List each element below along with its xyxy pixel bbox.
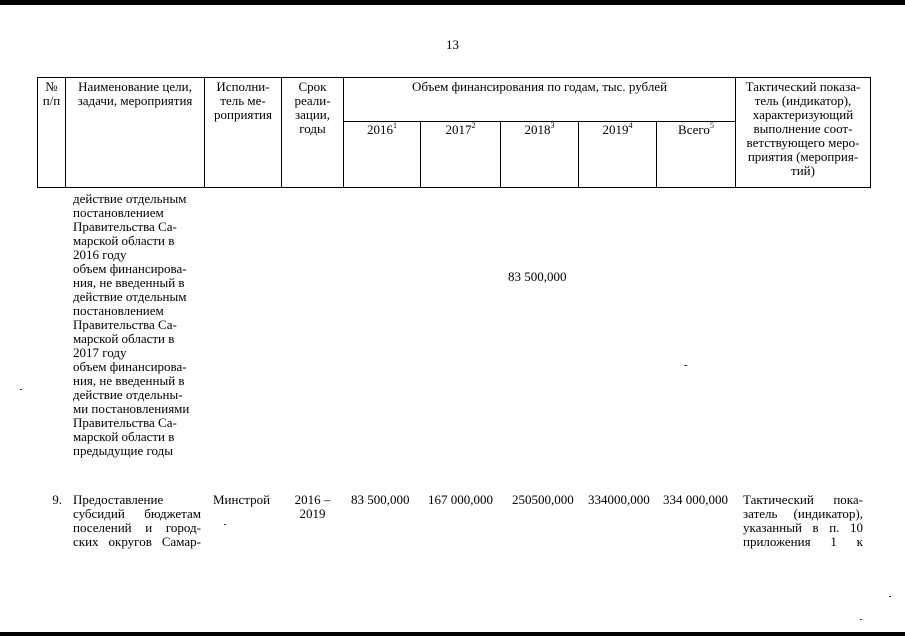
row9-executor: Минстрой xyxy=(213,492,271,507)
header-funding: Объем финансирования по годам, тыс. рублей xyxy=(411,79,668,94)
header-year-2016: 2016$^1$ xyxy=(367,120,397,137)
page-bottom-border xyxy=(0,632,905,636)
row9-number: 9. xyxy=(52,492,62,507)
row9-value-2016: 83 500,000 xyxy=(351,492,410,507)
page-number: 13 xyxy=(446,37,459,52)
scan-speck xyxy=(860,619,862,620)
continuation-dash: - xyxy=(684,359,688,371)
row9-value-2018: 250500,000 xyxy=(512,492,574,507)
page-top-border xyxy=(0,0,905,5)
header-indicator: Тактический показа- тель (индикатор), характеризующий выполнение соот- ветствующего меро- приятия (мероприя- тий) xyxy=(745,79,861,178)
header-name: Наименование цели, задачи, мероприятия xyxy=(77,79,193,108)
row9-name: Предоставление субсидий бюджетам поселений и город- ских округов Самар- xyxy=(73,492,201,549)
header-executor: Исполни- тель ме- роприятия xyxy=(213,79,272,122)
scan-speck xyxy=(224,524,226,525)
header-year-2019: 2019$^4$ xyxy=(602,120,633,137)
header-total: Всего$^5$ xyxy=(678,120,714,137)
row9-term: 2016 – 2019 xyxy=(294,492,331,521)
continuation-value-2018: 83 500,000 xyxy=(508,269,567,284)
row9-value-2017: 167 000,000 xyxy=(428,492,493,507)
scan-speck xyxy=(20,389,22,390)
header-term: Срок реали- зации, годы xyxy=(294,79,331,136)
row9-value-total: 334 000,000 xyxy=(663,492,728,507)
header-year-2017: 2017$^2$ xyxy=(445,120,476,137)
row9-indicator: Тактический пока- затель (индикатор), указанный в п. 10 приложения 1 к xyxy=(743,492,863,549)
continuation-name-text: действие отдельным постановлением Правительства Са- марской области в 2016 году объем финансирова- ния, не введенный в действие отдельным постановлением Правительства Са- марской области в 2017 году объем финансирова- ния, не введенный в действие отдельны- ми постановлениями Правительства Са- марской области в предыдущие годы xyxy=(73,191,190,458)
row9-value-2019: 334000,000 xyxy=(588,492,650,507)
scan-speck xyxy=(889,596,891,597)
header-year-2018: 2018$^3$ xyxy=(524,120,555,137)
header-number: № п/п xyxy=(42,79,61,108)
